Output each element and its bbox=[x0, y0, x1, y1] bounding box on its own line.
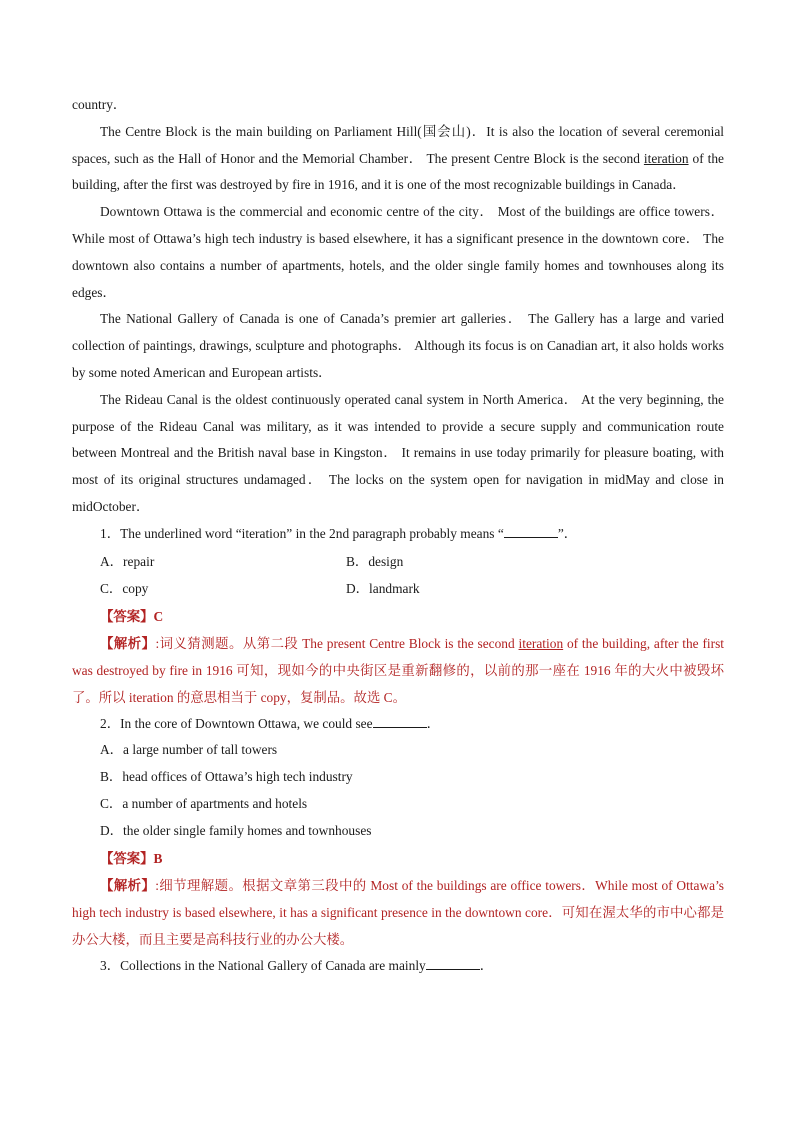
question-1-options-row-2 bbox=[72, 575, 724, 603]
passage-text: of the building, after the first was destroyed by fire in 1916, and it is one of the most recognizable buildings in Canada． bbox=[72, 150, 724, 193]
question-text: ． bbox=[479, 957, 494, 973]
question-3-stem bbox=[72, 953, 724, 980]
passage-fragment: country． bbox=[72, 97, 127, 112]
question-1-analysis bbox=[72, 630, 724, 711]
question-text: 3．Collections in the National Gallery of Canada are mainly bbox=[100, 957, 426, 973]
passage-paragraph-gallery: The National Gallery of Canada is one of Canada’s premier art galleries． The Gallery has a large and varied collection of paintings, drawings, sculpture and photographs． Although its focus is on Canadian art, it also holds works by some noted American and European artists． bbox=[72, 311, 724, 380]
answer-blank bbox=[426, 957, 480, 970]
analysis-text: :细节理解题。根据文章第三段中的 Most of the buildings are office towers．While most of Ottawa’s high tech industry is based elsewhere, it has a significant presence in the downtown core．可知在渥太华的市中心都是办公大楼，而且主要是高科技行业的办公大楼。 bbox=[72, 877, 724, 947]
answer-blank bbox=[373, 715, 427, 728]
question-1-options-row-1 bbox=[72, 548, 724, 576]
question-2-answer: 【答案】B bbox=[100, 850, 163, 866]
passage-paragraph-downtown: Downtown Ottawa is the commercial and economic centre of the city． Most of the buildings are office towers．While most of Ottawa’s high tech industry is based elsewhere, it has a significant presence in the downtown core． The downtown also contains a number of apartments, hotels, and the older single family homes and townhouses along its edges． bbox=[72, 204, 724, 300]
passage-text: The Centre Block is the main building on Parliament Hill(国会山)．It is also the location of several ceremonial spaces, such as the Hall of Honor and the Memorial Chamber． The present Centre Block is the second bbox=[72, 123, 724, 166]
analysis-text: of the building, after the first was destroyed by fire in 1916 可知，现如今的中央街区是重新翻修的，以前的那一座在 1916 年的大火中被毁坏了。所以 iteration 的意思相当于 copy，复制品。故选 C。 bbox=[72, 635, 725, 705]
option-b: B．design bbox=[346, 553, 404, 569]
passage-paragraph-centre-block bbox=[72, 119, 724, 199]
question-1-answer: 【答案】C bbox=[100, 608, 164, 624]
underlined-word: iteration bbox=[518, 635, 564, 651]
question-2-analysis bbox=[72, 872, 724, 953]
option-b: B．head offices of Ottawa’s high tech industry bbox=[100, 769, 353, 785]
question-text: ． bbox=[426, 715, 440, 731]
option-a: A．repair bbox=[100, 553, 155, 569]
option-d: D．landmark bbox=[346, 581, 420, 597]
analysis-tag: 【解析】 bbox=[100, 877, 156, 893]
passage-paragraph-canal: The Rideau Canal is the oldest continuously operated canal system in North America． At the very beginning, the purpose of the Rideau Canal was military, as it was intended to provide a secure supply and communication route between Montreal and the British naval base in Kingston． It remains in use today primarily for pleasure boating, with most of its original structures undamaged． The locks on the system open for navigation in midMay and close in midOctober． bbox=[72, 391, 724, 514]
question-text: 1．The underlined word “iteration” in the 2nd paragraph probably means “ bbox=[100, 525, 504, 541]
option-c: C．a number of apartments and hotels bbox=[100, 795, 308, 811]
analysis-text: :词义猜测题。从第二段 The present Centre Block is the second bbox=[155, 635, 519, 651]
option-a: A．a large number of tall towers bbox=[100, 742, 278, 758]
question-text: 2．In the core of Downtown Ottawa, we could see bbox=[100, 715, 373, 731]
underlined-word: iteration bbox=[643, 150, 689, 166]
question-2-stem bbox=[72, 711, 724, 738]
option-c: C．copy bbox=[100, 581, 149, 597]
option-d: D．the older single family homes and townhouses bbox=[100, 822, 372, 838]
document-page bbox=[72, 92, 724, 979]
question-text: ”． bbox=[557, 525, 578, 541]
analysis-tag: 【解析】 bbox=[100, 635, 156, 651]
question-1-stem bbox=[72, 521, 724, 548]
answer-blank bbox=[504, 525, 558, 538]
